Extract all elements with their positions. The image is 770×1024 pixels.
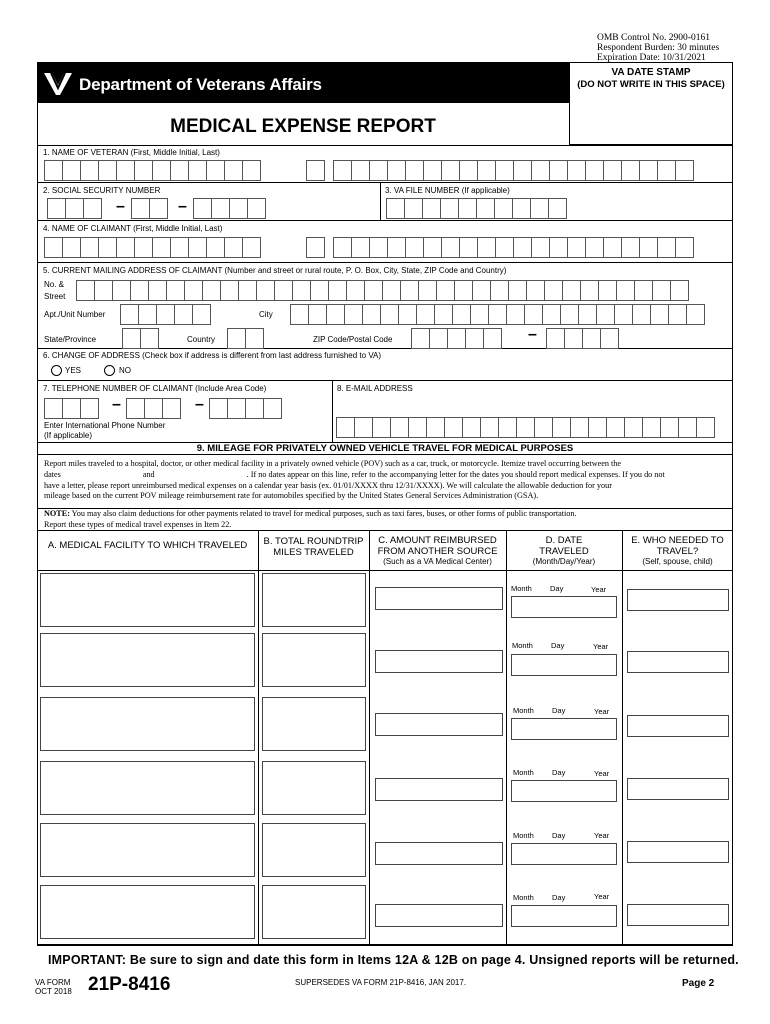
who-traveled-input[interactable]	[627, 715, 729, 737]
divider	[37, 182, 733, 183]
label-intl-phone-2: (If applicable)	[44, 431, 93, 440]
amount-input[interactable]	[375, 713, 503, 736]
day-label: Day	[552, 893, 566, 902]
facility-input[interactable]	[40, 633, 255, 687]
column-header-who-title: E. WHO NEEDED TO TRAVEL?	[631, 535, 724, 557]
month-label: Month	[513, 831, 534, 840]
form-number: 21P-8416	[88, 974, 171, 995]
column-header-date-sub: (Month/Day/Year)	[532, 557, 596, 566]
label-va-file-number: 3. VA FILE NUMBER (If applicable)	[385, 186, 510, 195]
claimant-first-name-input[interactable]	[44, 237, 260, 258]
phone-area-code-input[interactable]	[44, 398, 98, 419]
claimant-middle-initial-input[interactable]	[306, 237, 324, 258]
label-email: 8. E-MAIL ADDRESS	[337, 384, 413, 393]
apt-number-input[interactable]	[120, 304, 210, 325]
miles-input[interactable]	[262, 573, 366, 627]
label-intl-phone-1: Enter International Phone Number	[44, 421, 166, 430]
year-label: Year	[591, 585, 607, 594]
column-divider	[369, 530, 370, 945]
facility-input[interactable]	[40, 823, 255, 877]
column-header-amount	[369, 536, 506, 568]
facility-input[interactable]	[40, 885, 255, 939]
day-label: Day	[551, 641, 565, 650]
amount-input[interactable]	[375, 778, 503, 801]
column-header-who-sub: (Self, spouse, child)	[642, 557, 713, 566]
divider	[37, 220, 733, 221]
phone-prefix-input[interactable]	[126, 398, 180, 419]
label-no: NO	[119, 366, 131, 375]
zip-last-four-input[interactable]	[546, 328, 618, 349]
column-divider	[622, 530, 623, 945]
facility-input[interactable]	[40, 761, 255, 815]
month-label: Month	[513, 893, 534, 902]
column-header-facility: A. MEDICAL FACILITY TO WHICH TRAVELED	[47, 540, 248, 551]
month-label: Month	[511, 584, 532, 593]
dash-icon: –	[116, 198, 125, 215]
section-9-title: 9. MILEAGE FOR PRIVATELY OWNED VEHICLE TRAVEL FOR MEDICAL PURPOSES	[196, 443, 574, 454]
dash-icon: –	[195, 396, 204, 413]
ssn-part2-input[interactable]	[131, 198, 167, 219]
label-apt: Apt./Unit Number	[44, 310, 106, 319]
label-no-street-2: Street	[44, 292, 66, 301]
label-city: City	[259, 310, 273, 319]
note-text: You may also claim deductions for other payments related to travel for medical purposes, such as taxi fares, buses, or other forms of public transportation.	[69, 509, 577, 518]
miles-input[interactable]	[262, 697, 366, 751]
change-address-no-radio[interactable]	[104, 365, 115, 376]
va-form-line: VA FORM	[35, 978, 71, 987]
date-input[interactable]	[511, 905, 617, 927]
divider	[332, 380, 333, 442]
instruction-line: have a letter, please report unreimbursed medical expenses on a calendar year basis (ex. 01/01/XXXX thru 12/31/XXXX). We will calculate the allowable deduction for your	[44, 480, 612, 490]
ssn-part3-input[interactable]	[193, 198, 265, 219]
day-label: Day	[552, 706, 566, 715]
note-line	[44, 509, 730, 520]
year-label: Year	[594, 707, 610, 716]
omb-expiration: Expiration Date: 10/31/2021	[597, 53, 706, 63]
who-traveled-input[interactable]	[627, 841, 729, 863]
miles-input[interactable]	[262, 823, 366, 877]
label-veteran-name: 1. NAME OF VETERAN (First, Middle Initial, Last)	[43, 148, 220, 157]
va-form-date: OCT 2018	[35, 987, 72, 996]
label-yes: YES	[65, 366, 82, 375]
important-notice: IMPORTANT: Be sure to sign and date this form in Items 12A & 12B on page 4. Unsigned reports will be returned.	[48, 953, 739, 967]
day-label: Day	[550, 584, 564, 593]
supersedes-note: SUPERSEDES VA FORM 21P-8416, JAN 2017.	[295, 978, 467, 987]
column-header-amount-sub: (Such as a VA Medical Center)	[383, 557, 492, 566]
column-header-date	[506, 536, 622, 568]
dash-icon: –	[528, 326, 537, 343]
section-9-instructions	[44, 459, 730, 502]
amount-input[interactable]	[375, 904, 503, 927]
label-no-street-1: No. &	[44, 280, 65, 289]
miles-input[interactable]	[262, 885, 366, 939]
who-traveled-input[interactable]	[627, 904, 729, 926]
column-divider	[258, 530, 259, 945]
divider	[37, 262, 733, 263]
phone-line-number-input[interactable]	[209, 398, 281, 419]
veteran-last-name-input[interactable]	[333, 160, 693, 181]
claimant-last-name-input[interactable]	[333, 237, 693, 258]
omb-burden: Respondent Burden: 30 minutes	[597, 43, 720, 53]
country-input[interactable]	[227, 328, 263, 349]
section-9-note	[44, 509, 730, 531]
amount-input[interactable]	[375, 587, 503, 610]
label-country: Country	[187, 335, 216, 344]
form-title: MEDICAL EXPENSE REPORT	[170, 116, 436, 137]
stamp-note: (DO NOT WRITE IN THIS SPACE)	[577, 79, 725, 90]
dash-icon: –	[112, 396, 121, 413]
miles-input[interactable]	[262, 761, 366, 815]
column-header-who	[622, 536, 733, 568]
omb-control: OMB Control No. 2900-0161	[597, 33, 710, 43]
note-label: NOTE:	[44, 509, 70, 518]
day-label: Day	[552, 768, 566, 777]
label-ssn: 2. SOCIAL SECURITY NUMBER	[43, 186, 161, 195]
amount-input[interactable]	[375, 842, 503, 865]
va-logo-icon	[42, 67, 74, 99]
agency-name: Department of Veterans Affairs	[79, 75, 322, 94]
date-input[interactable]	[511, 718, 617, 740]
divider	[37, 454, 733, 455]
date-input[interactable]	[511, 596, 617, 618]
va-file-number-input[interactable]	[386, 198, 566, 219]
street-address-input[interactable]	[76, 280, 688, 301]
year-label: Year	[594, 892, 610, 901]
amount-input[interactable]	[375, 650, 503, 673]
instruction-line	[44, 470, 730, 481]
column-divider	[506, 530, 507, 945]
who-traveled-input[interactable]	[627, 651, 729, 673]
stamp-title: VA DATE STAMP	[611, 67, 691, 78]
zip-first-five-input[interactable]	[411, 328, 501, 349]
facility-input[interactable]	[40, 697, 255, 751]
label-state: State/Province	[44, 335, 97, 344]
instruction-line: mileage based on the current POV mileage reimbursement rate for automobiles specified by the United States General Services Administration (GSA).	[44, 491, 539, 501]
ssn-part1-input[interactable]	[47, 198, 101, 219]
day-label: Day	[552, 831, 566, 840]
veteran-middle-initial-input[interactable]	[306, 160, 324, 181]
column-header-miles: B. TOTAL ROUNDTRIP MILES TRAVELED	[263, 536, 364, 558]
month-label: Month	[513, 706, 534, 715]
miles-input[interactable]	[262, 633, 366, 687]
note-line: Report these types of medical travel expenses in Item 22.	[44, 519, 232, 529]
year-label: Year	[593, 642, 609, 651]
facility-input[interactable]	[40, 573, 255, 627]
who-traveled-input[interactable]	[627, 778, 729, 800]
column-header-date-title: D. DATE TRAVELED	[539, 535, 589, 557]
divider	[37, 570, 733, 571]
omb-info	[597, 33, 719, 63]
instruction-text: and	[142, 469, 155, 479]
label-change-of-address: 6. CHANGE OF ADDRESS (Check box if address is different from last address furnished to VA)	[43, 351, 382, 360]
date-input[interactable]	[511, 843, 617, 865]
divider	[380, 182, 381, 220]
change-address-yes-radio[interactable]	[51, 365, 62, 376]
label-mailing-address: 5. CURRENT MAILING ADDRESS OF CLAIMANT (Number and street or rural route, P. O. Box, City, State, ZIP Code and Country)	[43, 266, 507, 275]
instruction-line: Report miles traveled to a hospital, doctor, or other medical facility in a privately owned vehicle (POV) such as a car, truck, or motorcycle. Itemize travel occurring between the	[44, 459, 622, 468]
dash-icon: –	[178, 198, 187, 215]
divider	[37, 945, 733, 946]
year-label: Year	[594, 769, 610, 778]
instruction-text: . If no dates appear on this line, refer to the accompanying letter for the dates you should report medical expenses. If you do not	[246, 469, 665, 479]
label-telephone: 7. TELEPHONE NUMBER OF CLAIMANT (Include Area Code)	[43, 384, 267, 393]
label-zip: ZIP Code/Postal Code	[313, 335, 393, 344]
divider	[37, 145, 733, 146]
state-input[interactable]	[122, 328, 158, 349]
month-label: Month	[512, 641, 533, 650]
veteran-first-name-input[interactable]	[44, 160, 260, 181]
page-number: Page 2	[682, 978, 715, 989]
city-input[interactable]	[290, 304, 704, 325]
email-input[interactable]	[336, 417, 714, 438]
month-label: Month	[513, 768, 534, 777]
who-traveled-input[interactable]	[627, 589, 729, 611]
date-input[interactable]	[511, 654, 617, 676]
year-label: Year	[594, 831, 610, 840]
label-claimant-name: 4. NAME OF CLAIMANT (First, Middle Initial, Last)	[43, 224, 223, 233]
divider	[37, 380, 733, 381]
instruction-text: dates	[44, 469, 61, 479]
column-header-amount-title: C. AMOUNT REIMBURSED FROM ANOTHER SOURCE	[377, 535, 498, 557]
va-form-label	[35, 978, 72, 996]
date-input[interactable]	[511, 780, 617, 802]
